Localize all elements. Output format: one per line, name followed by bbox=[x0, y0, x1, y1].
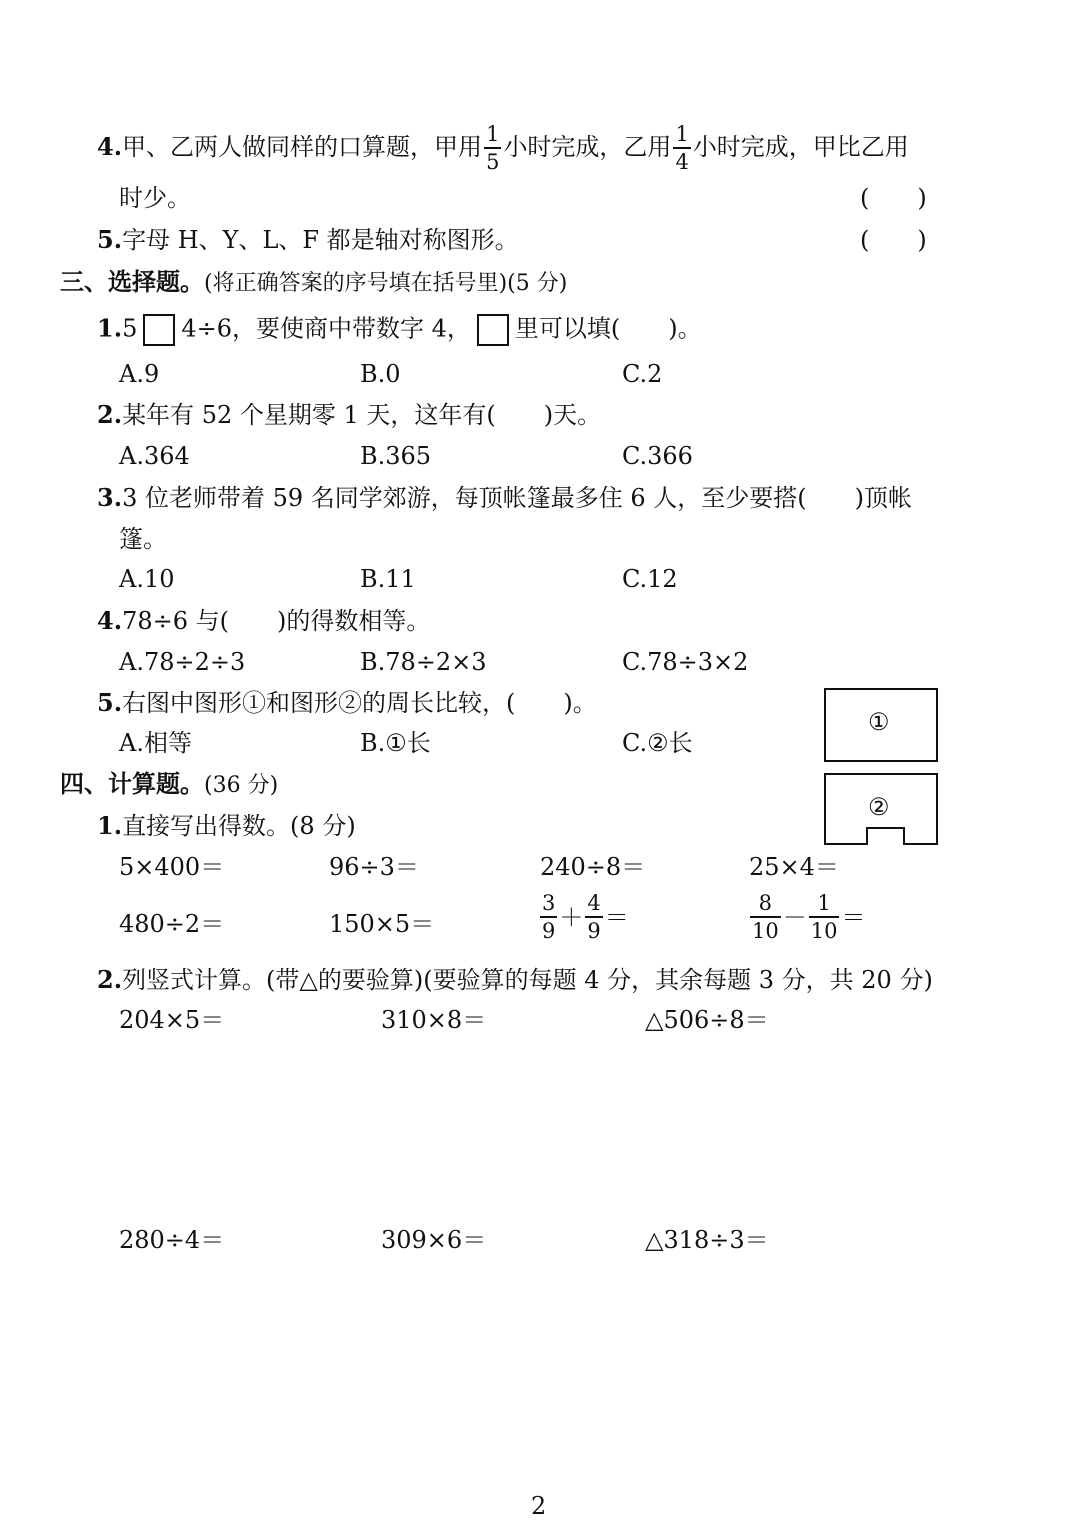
oral-calc-item: 5×400＝ bbox=[119, 853, 225, 881]
calc-part-1: 1.直接写出得数。(8 分) bbox=[97, 811, 356, 840]
section-4-heading: 四、计算题。(36 分) bbox=[60, 769, 279, 798]
oral-calc-item: 25×4＝ bbox=[749, 853, 839, 881]
option-c[interactable]: C.2 bbox=[622, 360, 663, 388]
option-c[interactable]: C.366 bbox=[622, 442, 693, 470]
option-b[interactable]: B.11 bbox=[360, 565, 416, 593]
fraction: $\frac{1}{5}$ bbox=[486, 122, 500, 174]
calc-part-2: 2.列竖式计算。(带△的要验算)(要验算的每题 4 分，其余每题 3 分，共 20 分) bbox=[97, 965, 933, 994]
option-a[interactable]: A.9 bbox=[119, 360, 160, 388]
fraction: $\frac{1}{4}$ bbox=[675, 122, 689, 174]
option-c[interactable]: C.78÷3×2 bbox=[622, 648, 749, 676]
vertical-calc-item: 204×5＝ bbox=[119, 1006, 225, 1034]
oral-calc-item: 150×5＝ bbox=[329, 910, 435, 938]
fraction-diff-item: $\frac{8}{10}$ － $\frac{1}{10}$ ＝ bbox=[752, 891, 866, 943]
option-c[interactable]: C.12 bbox=[622, 565, 678, 593]
choice-q4: 4.78÷6 与( )的得数相等。 bbox=[97, 606, 431, 635]
judge-q4-line1: 4.甲、乙两人做同样的口算题，甲用 $\frac{1}{5}$ 小时完成，乙用 $\frac{1}{4}$ 小时完成，甲比乙用 bbox=[97, 122, 909, 174]
figure-1-label: ① bbox=[868, 708, 890, 736]
choice-q3: 3.3 位老师带着 59 名同学郊游，每顶帐篷最多住 6 人，至少要搭( )顶帐 bbox=[97, 483, 913, 512]
judge-q5: 5.字母 H、Y、L、F 都是轴对称图形。 bbox=[97, 225, 519, 254]
option-b[interactable]: B.①长 bbox=[360, 729, 431, 757]
judge-q4-number: 4. bbox=[97, 132, 123, 161]
vertical-calc-item: △318÷3＝ bbox=[645, 1226, 769, 1254]
option-b[interactable]: B.365 bbox=[360, 442, 432, 470]
choice-q2: 2.某年有 52 个星期零 1 天，这年有( )天。 bbox=[97, 400, 602, 429]
oral-calc-item: 240÷8＝ bbox=[540, 853, 646, 881]
option-a[interactable]: A.相等 bbox=[119, 729, 192, 757]
vertical-calc-item: 309×6＝ bbox=[381, 1226, 487, 1254]
option-b[interactable]: B.0 bbox=[360, 360, 401, 388]
option-c[interactable]: C.②长 bbox=[622, 729, 693, 757]
oral-calc-item: 480÷2＝ bbox=[119, 910, 225, 938]
answer-paren[interactable]: ( ) bbox=[860, 226, 927, 254]
vertical-calc-item: 310×8＝ bbox=[381, 1006, 487, 1034]
choice-q3-line2: 篷。 bbox=[119, 525, 167, 553]
option-b[interactable]: B.78÷2×3 bbox=[360, 648, 487, 676]
figure-2-label: ② bbox=[868, 793, 890, 821]
option-a[interactable]: A.10 bbox=[119, 565, 175, 593]
page-number: 2 bbox=[531, 1492, 547, 1520]
blank-box[interactable] bbox=[143, 314, 175, 346]
oral-calc-item: 96÷3＝ bbox=[329, 853, 419, 881]
section-3-heading: 三、选择题。(将正确答案的序号填在括号里)(5 分) bbox=[60, 267, 568, 296]
choice-q5: 5.右图中图形①和图形②的周长比较，( )。 bbox=[97, 688, 597, 717]
option-a[interactable]: A.364 bbox=[119, 442, 190, 470]
vertical-calc-item: △506÷8＝ bbox=[645, 1006, 769, 1034]
vertical-calc-item: 280÷4＝ bbox=[119, 1226, 225, 1254]
fraction-sum-item: $\frac{3}{9}$ ＋ $\frac{4}{9}$ ＝ bbox=[542, 891, 629, 943]
option-a[interactable]: A.78÷2÷3 bbox=[119, 648, 246, 676]
blank-box[interactable] bbox=[477, 314, 509, 346]
answer-paren[interactable]: ( ) bbox=[860, 184, 927, 212]
choice-q1: 1.5 4÷6，要使商中带数字 4， 里可以填( )。 bbox=[97, 314, 702, 346]
judge-q4-line2: 时少。 bbox=[119, 184, 191, 212]
